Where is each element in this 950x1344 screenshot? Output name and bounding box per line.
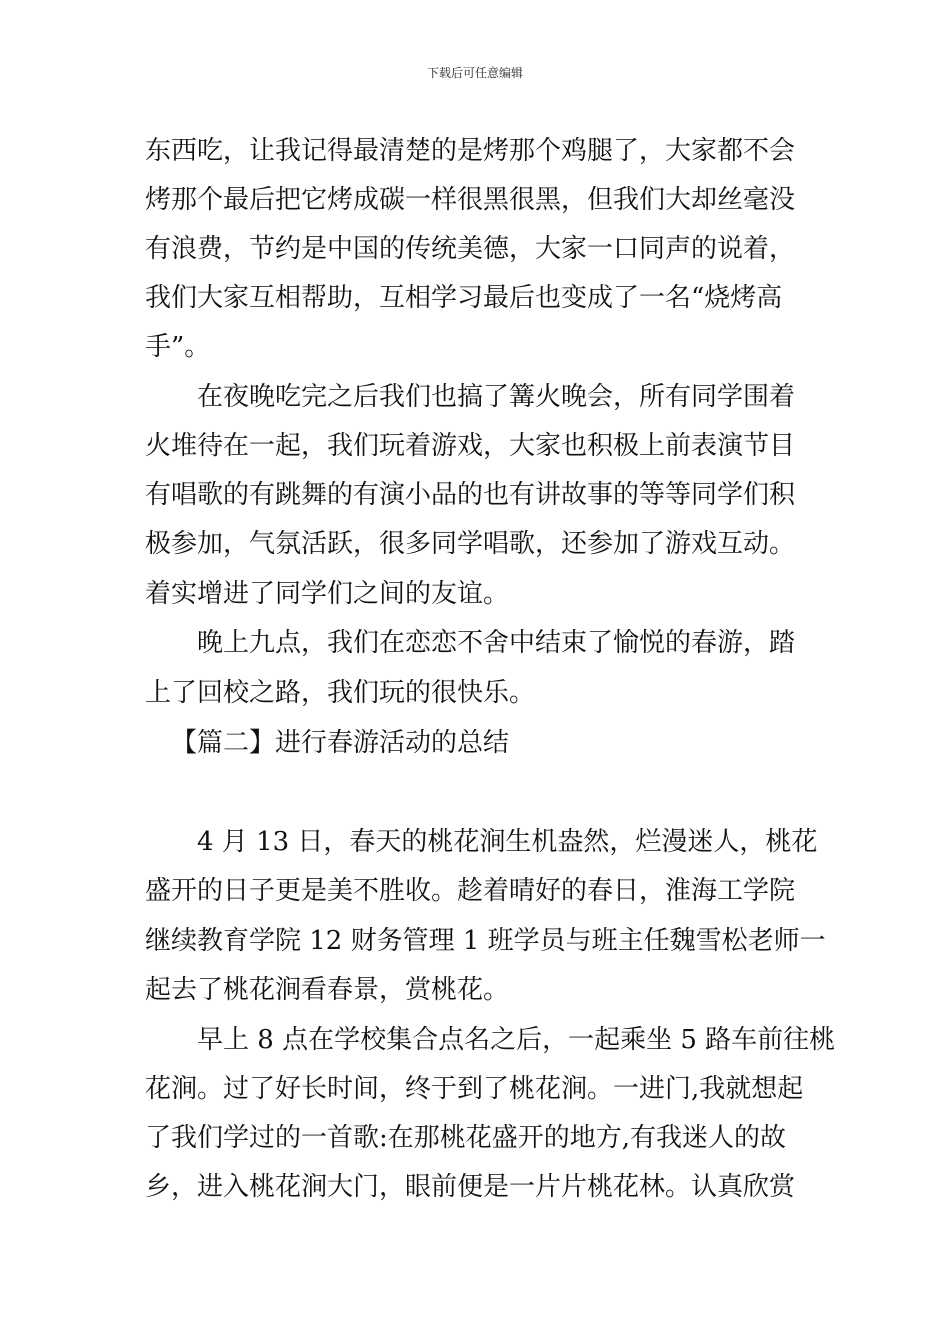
paragraph-first-line: 4 月 13 日，春天的桃花涧生机盎然，烂漫迷人，桃花 bbox=[197, 827, 818, 857]
page-header: 下载后可任意编辑 bbox=[426, 66, 523, 80]
text-line: 花涧。过了好长时间，终于到了桃花涧。一进门,我就想起 bbox=[145, 1074, 804, 1104]
text-line: 东西吃，让我记得最清楚的是烤那个鸡腿了，大家都不会 bbox=[145, 136, 796, 166]
text-line: 着实增进了同学们之间的友谊。 bbox=[145, 579, 510, 609]
text-line: 上了回校之路，我们玩的很快乐。 bbox=[145, 678, 536, 708]
text-line: 我们大家互相帮助，互相学习最后也变成了一名“烧烤高 bbox=[145, 283, 783, 313]
text-line: 盛开的日子更是美不胜收。趁着晴好的春日，淮海工学院 bbox=[145, 876, 796, 906]
text-line: 了我们学过的一首歌:在那桃花盛开的地方,有我迷人的故 bbox=[145, 1123, 787, 1153]
text-line: 乡，进入桃花涧大门，眼前便是一片片桃花林。认真欣赏 bbox=[145, 1172, 796, 1202]
text-line: 火堆待在一起，我们玩着游戏，大家也积极上前表演节目 bbox=[145, 431, 796, 461]
paragraph-first-line: 晚上九点，我们在恋恋不舍中结束了愉悦的春游，踏 bbox=[197, 628, 796, 658]
paragraph-first-line: 在夜晚吃完之后我们也搞了篝火晚会，所有同学围着 bbox=[197, 382, 796, 412]
text-line: 手”。 bbox=[145, 332, 211, 362]
text-line: 有浪费，节约是中国的传统美德，大家一口同声的说着， bbox=[145, 234, 796, 264]
paragraph-first-line: 早上 8 点在学校集合点名之后，一起乘坐 5 路车前往桃 bbox=[197, 1025, 836, 1055]
text-line: 继续教育学院 12 财务管理 1 班学员与班主任魏雪松老师一 bbox=[145, 926, 826, 956]
section-heading: 【篇二】进行春游活动的总结 bbox=[171, 728, 510, 758]
text-line: 起去了桃花涧看春景，赏桃花。 bbox=[145, 975, 510, 1005]
text-line: 烤那个最后把它烤成碳一样很黑很黑，但我们大却丝毫没 bbox=[145, 185, 796, 215]
text-line: 有唱歌的有跳舞的有演小品的也有讲故事的等等同学们积 bbox=[145, 480, 796, 510]
text-line: 极参加，气氛活跃，很多同学唱歌，还参加了游戏互动。 bbox=[145, 529, 796, 559]
